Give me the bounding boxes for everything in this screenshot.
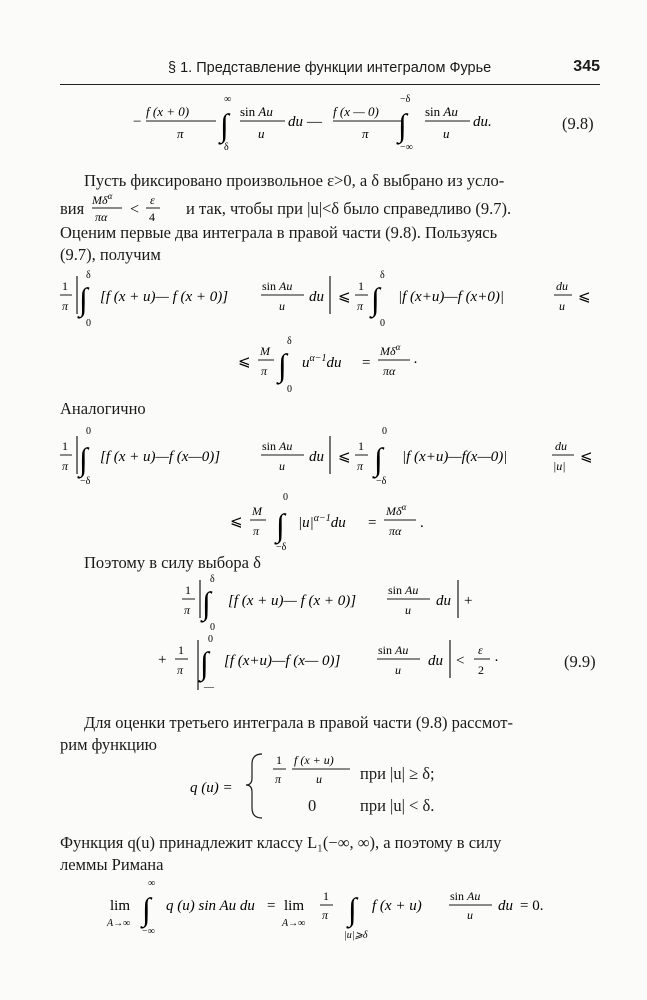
estimate-first-integral: [0, 270, 647, 400]
header-title: § 1. Представление функции интегралом Фурье: [168, 60, 492, 76]
svg-text:+: +: [158, 652, 167, 668]
svg-text:lim: lim: [110, 898, 131, 914]
svg-text:sin Au: sin Au: [388, 583, 419, 597]
svg-text:<: <: [456, 653, 465, 669]
svg-text:π: π: [62, 459, 69, 473]
svg-text:|f (x+u)—f (x+0)|: |f (x+u)—f (x+0)|: [398, 289, 504, 305]
svg-text:⩽: ⩽: [238, 354, 251, 370]
svg-text:du: du: [309, 449, 324, 465]
svg-text:0: 0: [283, 492, 288, 503]
svg-text:+: +: [464, 593, 473, 609]
svg-text:u: u: [443, 126, 450, 141]
paragraph-line: Оценим первые два интеграла в правой части (9.8). Пользуясь: [60, 223, 498, 242]
svg-text:πα: πα: [95, 210, 108, 224]
svg-text:π: π: [261, 364, 268, 378]
svg-text:u: u: [405, 603, 411, 617]
svg-text:∫: ∫: [200, 645, 209, 681]
svg-text:∫: ∫: [374, 441, 383, 477]
svg-text:·: ·: [494, 653, 499, 669]
svg-text:πα: πα: [383, 364, 396, 378]
paragraph-line: Пусть фиксировано произвольное ε>0, а δ выбрано из усло-: [84, 171, 505, 190]
svg-text:2: 2: [478, 663, 484, 677]
paragraph-line: Поэтому в силу выбора δ: [84, 553, 261, 572]
svg-text:4: 4: [149, 210, 155, 224]
svg-text:1: 1: [323, 889, 329, 903]
svg-text:δ: δ: [287, 336, 292, 347]
svg-text:∫: ∫: [79, 281, 88, 317]
svg-text:sin Au: sin Au: [262, 279, 293, 293]
svg-text:u: u: [559, 299, 565, 313]
svg-text:Mδα: $M\delta^\alpha$: [386, 502, 407, 518]
svg-text:f (x + 0): f (x + 0): [146, 104, 190, 119]
svg-text:∫: ∫: [79, 441, 88, 477]
svg-text:lim: lim: [284, 898, 305, 914]
svg-text:|u|: |u|: [553, 459, 566, 473]
svg-text:−∞: −∞: [142, 926, 155, 937]
svg-text:∫: ∫: [398, 107, 407, 143]
svg-text:1: 1: [178, 643, 184, 657]
text-fragment: и так, чтобы при |u|<δ было справедливо (9.7).: [186, 199, 512, 218]
svg-text:δ: δ: [380, 270, 385, 281]
svg-text:π: π: [322, 908, 329, 922]
svg-text:∫: ∫: [371, 281, 380, 317]
paragraph-line: Для оценки третьего интеграла в правой части (9.8) рассмот-: [84, 713, 513, 732]
svg-text:uα−1du: $u^{\alpha-1}du$: [302, 353, 342, 371]
svg-text:1: 1: [358, 279, 364, 293]
svg-text:⩽: ⩽: [578, 289, 591, 305]
svg-text:|u|⩾δ: |u|⩾δ: [344, 930, 368, 941]
equation-9-9: [0, 574, 647, 698]
estimate-second-integral: [0, 420, 647, 550]
svg-text:π: π: [357, 299, 364, 313]
svg-text:du: du: [309, 289, 324, 305]
svg-text:du: du: [555, 439, 567, 453]
svg-text:∞: ∞: [148, 878, 156, 889]
svg-text:0: 0: [86, 318, 91, 329]
svg-text:sin Au: sin Au: [262, 439, 293, 453]
riemann-lemma-limit: [0, 876, 647, 946]
svg-text:M: M: [252, 504, 262, 518]
svg-text:sin Au: sin Au: [378, 643, 409, 657]
svg-text:M: M: [260, 344, 270, 358]
svg-text:f (x + u): f (x + u): [294, 753, 334, 767]
svg-text:π: π: [184, 603, 191, 617]
svg-text:0: 0: [86, 426, 91, 437]
svg-text:du: du: [556, 279, 568, 293]
svg-text:=: =: [362, 355, 371, 371]
svg-text:1: 1: [185, 583, 191, 597]
svg-text:q (u) =: q (u) =: [190, 780, 233, 796]
svg-text:∞: ∞: [224, 94, 232, 105]
page-number: 345: [573, 58, 600, 75]
running-header: [60, 58, 600, 85]
paragraph-line: леммы Римана: [60, 855, 164, 874]
svg-text:δ: δ: [224, 142, 229, 153]
svg-text:δ: δ: [210, 574, 215, 585]
piecewise-function-q: [0, 748, 647, 822]
paragraph-line: (9.7), получим: [60, 245, 161, 264]
svg-text:u: u: [258, 126, 265, 141]
svg-text:π: π: [62, 299, 69, 313]
paragraph-line-with-formula: [60, 192, 600, 222]
svg-text:du: du: [436, 593, 451, 609]
text-fragment: вия: [60, 199, 85, 218]
svg-text:π: π: [253, 524, 260, 538]
piecewise-case-2-condition: при |u| < δ.: [360, 796, 435, 815]
svg-text:[f (x + u)— f (x + 0)]: [f (x + u)— f (x + 0)]: [228, 593, 357, 609]
svg-text:q (u) sin Au du: q (u) sin Au du: [166, 898, 255, 914]
svg-text:π: π: [177, 663, 184, 677]
svg-text:⩽: ⩽: [580, 449, 593, 465]
svg-text:u: u: [467, 908, 473, 922]
svg-text:−: −: [133, 114, 142, 130]
svg-text:⩽: ⩽: [230, 514, 243, 530]
svg-text:∫: ∫: [142, 891, 151, 927]
svg-text:ε: ε: [478, 643, 483, 657]
svg-text:=: =: [267, 898, 276, 914]
svg-text:du: du: [288, 114, 303, 130]
svg-text:—: —: [204, 682, 214, 693]
svg-text:du: du: [498, 898, 513, 914]
svg-text:δ: δ: [86, 270, 91, 281]
svg-text:[f (x + u)—f (x—0)]: [f (x + u)—f (x—0)]: [100, 449, 221, 465]
svg-text:−δ: −δ: [400, 94, 411, 105]
svg-text:∫: ∫: [220, 107, 229, 143]
svg-text:sin Au: sin Au: [450, 889, 481, 903]
svg-text:πα: πα: [389, 524, 402, 538]
svg-text:∫: ∫: [202, 585, 211, 621]
svg-text:−∞: −∞: [400, 142, 413, 153]
svg-text:π: π: [362, 126, 369, 141]
svg-text:f (x + u): f (x + u): [372, 898, 422, 914]
svg-text:<: <: [130, 201, 140, 218]
svg-text:[f (x + u)— f (x + 0)]: [f (x + u)— f (x + 0)]: [100, 289, 229, 305]
svg-text:−δ: −δ: [376, 476, 387, 487]
svg-text:π: π: [357, 459, 364, 473]
paragraph-line: Функция q(u) принадлежит классу L₁(−∞, ∞), а поэтому в силу: [60, 833, 502, 852]
paragraph-line: рим функцию: [60, 735, 158, 754]
paragraph-line: Аналогично: [60, 399, 146, 418]
svg-text:0: 0: [210, 622, 215, 633]
svg-text:= 0.: = 0.: [520, 898, 544, 914]
svg-text:du: du: [428, 653, 443, 669]
svg-text:[f (x+u)—f (x— 0)]: [f (x+u)—f (x— 0)]: [224, 653, 341, 669]
svg-text:0: 0: [382, 426, 387, 437]
inline-inequality: [90, 192, 182, 224]
svg-text:u: u: [279, 459, 285, 473]
svg-text:1: 1: [276, 753, 282, 767]
svg-text:A→∞: A→∞: [107, 918, 131, 929]
svg-text:u: u: [279, 299, 285, 313]
svg-text:π: π: [275, 772, 282, 786]
svg-text:u: u: [316, 772, 322, 786]
svg-text:1: 1: [62, 279, 68, 293]
svg-text:1: 1: [358, 439, 364, 453]
svg-text:du.: du.: [473, 114, 492, 130]
svg-text:1: 1: [62, 439, 68, 453]
svg-text:−δ: −δ: [80, 476, 91, 487]
svg-text:0: 0: [287, 384, 292, 395]
svg-text:|f (x+u)—f(x—0)|: |f (x+u)—f(x—0)|: [402, 449, 508, 465]
svg-text:0: 0: [208, 634, 213, 645]
svg-text:u: u: [395, 663, 401, 677]
svg-text:Mδα: $M\delta^\alpha$: [92, 192, 113, 207]
equation-label-9-8: (9.8): [562, 114, 594, 133]
equation-9-8: [0, 90, 647, 154]
svg-text:|u|α−1du: $|u|^{\alpha-1}du$: [298, 513, 346, 531]
svg-text:ε: ε: [150, 193, 155, 207]
svg-text:f (x — 0): f (x — 0): [333, 104, 379, 119]
svg-text:.: .: [420, 515, 424, 531]
svg-text:⩽: ⩽: [338, 289, 351, 305]
svg-text:sin Au: sin Au: [425, 104, 458, 119]
svg-text:A→∞: A→∞: [282, 918, 306, 929]
svg-text:Mδα: $M\delta^\alpha$: [380, 342, 401, 358]
svg-text:∫: ∫: [276, 507, 285, 543]
piecewise-case-2-value: 0: [308, 796, 317, 815]
svg-text:0: 0: [380, 318, 385, 329]
svg-text:·: ·: [413, 355, 418, 371]
equation-label-9-9: (9.9): [564, 652, 596, 671]
piecewise-case-1-condition: при |u| ≥ δ;: [360, 764, 435, 783]
svg-text:π: π: [177, 126, 184, 141]
svg-text:=: =: [368, 515, 377, 531]
svg-text:—: —: [307, 114, 322, 130]
svg-text:⩽: ⩽: [338, 449, 351, 465]
svg-text:∫: ∫: [278, 347, 287, 383]
svg-text:sin Au: sin Au: [240, 104, 273, 119]
svg-text:−δ: −δ: [276, 542, 287, 550]
svg-text:∫: ∫: [348, 891, 357, 927]
